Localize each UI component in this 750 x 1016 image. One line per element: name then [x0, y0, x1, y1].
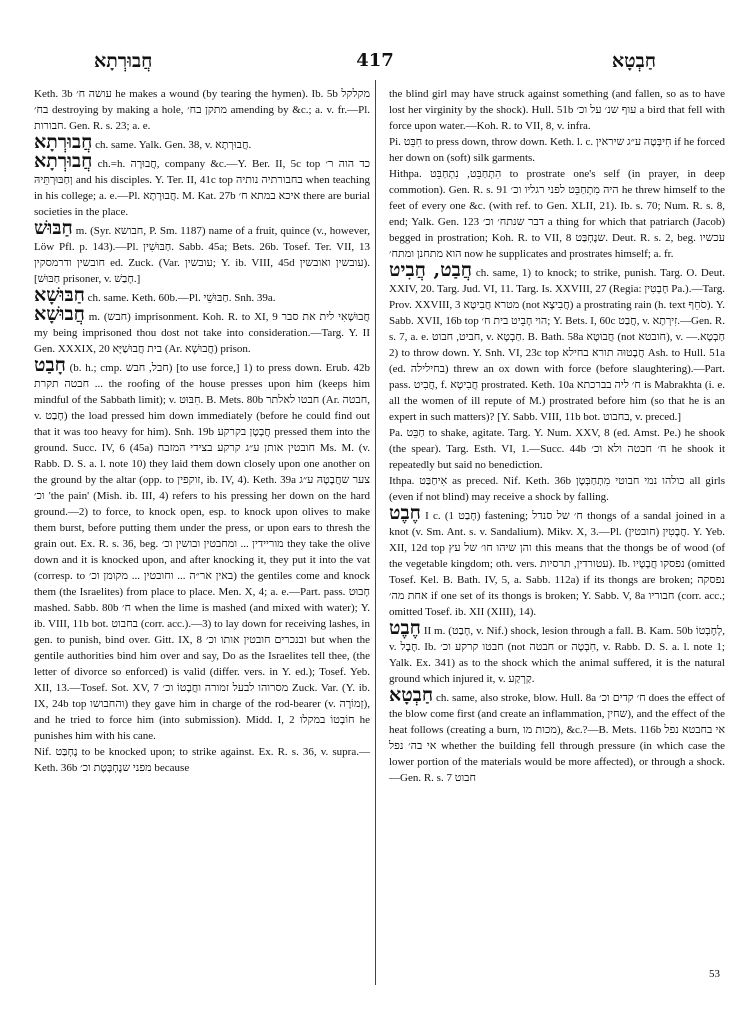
dictionary-entry: [34, 744, 370, 776]
entry-text: Pi. חִבֵּט to press down, throw down. Keth. l. c. חִיבְּטָה ע״ג שיראין if he forced her down on (soft) silk garments.: [389, 136, 725, 164]
entry-lemma: חַבְטָא: [389, 684, 434, 706]
entry-lemma: חֶבֶט: [389, 502, 421, 524]
left-column: [34, 86, 370, 776]
entry-lemma: חַבּוּשׁ: [34, 217, 73, 239]
dictionary-entry: [34, 217, 371, 287]
entry-lemma: חֲבוּרְתָא: [34, 150, 93, 172]
entry-text: Keth. 3b עושה ח׳ he makes a wound (by tearing the hymen). Ib. 5b מקלקל בח׳ destroying by making a hole, מתקן בח׳ amending by &c.; a. v. fr.—Pl. חבורות. Gen. R. s. 23; a. e.: [34, 88, 370, 132]
entry-text: m. (Syr. חבושא, P. Sm. 1187) name of a fruit, quince (v., however, Löw Pfl. p. 143).—Pl. חַבּוּשִׁין. Sabb. 45a; Bets. 26b. Tosef. Ter. VII, 13 חובשין ודרמסקין ed. Zuck. (Var. עובשין; Y. ib. VIII, 45d עובשין ואובשין). [חַבּוּשׁ prisoner, v. חָבַשׁ.]: [34, 225, 371, 285]
dictionary-entry: [389, 502, 726, 620]
dictionary-entry: [34, 303, 370, 357]
entry-lemma: חַבּוּשָׁא: [34, 284, 85, 306]
column-divider: [375, 80, 376, 985]
entry-text: II m. (חָבַט, v. Nif.) shock, lesion through a fall. B. Kam. 50b לְחֶבְטוֹ, v. חֶבֶל. Ib. חבטו קרקע וכ׳ (not חבטה or חִבְטָה, v. Rabb. D. S. a. l. note 1; Yalk. Ex. 341) as to the shock which the animal suffered, it is the natural ground which injured it, v. קַרְקַע.: [389, 625, 726, 685]
entry-text: Hithpa. הִתְחַבֵּט, נִתְחַבֵּט to prostrate one's self (in prayer, in deep commotion). Gen. R. s. 91 היה מִתְחַבֵּט לפני רגליו וכ׳ he threw himself to the feet of every one &c. (with ref. to Gen. XLII, 21). Ib. s. 70; Num. R. s. 8, end; Yalk. Gen. 123 דבר שנתח׳ וכ׳ a thing for which that patriarch (Jacob) begged in prostration; Koh. R. to VII, 8 שנֶחְבַּט. Deut. R. s. 2, beg. עכשיו הוא מתחנן ומתח׳ now he supplicates and prostrates himself; a. fr.: [389, 168, 726, 260]
dictionary-entry: [34, 354, 371, 744]
dictionary-entry: [389, 617, 726, 687]
signature-mark: 53: [709, 968, 720, 980]
dictionary-entry: [34, 86, 370, 134]
dictionary-entry: [389, 425, 725, 473]
entry-text: ch.=h. חֲבוּרָה, company &c.—Y. Ber. II, 5c top כד הוה ר׳ וְחַבּוּרְתֵּיהּ and his disciples. Y. Ter. II, 41c top בחבורתיה נותיה when teaching in his college; a. e.—Pl. חֲבוּרָתָא. M. Kat. 27b איכא במתא ח׳ there are burial societies in the place.: [34, 158, 370, 218]
page-number: 417: [356, 50, 394, 71]
dictionary-entry: [389, 684, 725, 786]
entry-lemma: חֲבוּרְתָא: [34, 131, 93, 153]
entry-text: ch. same. Yalk. Gen. 38, v. חֲבוּרְתָא.: [95, 139, 252, 151]
entry-lemma: חֶבֶט: [389, 617, 421, 639]
running-header: [34, 50, 716, 74]
dictionary-entry: [389, 134, 725, 166]
right-headword: חַבְטָא: [611, 50, 656, 72]
entry-text: I c. (חָבַט 1) fastening; ח׳ של סנדל thongs of a sandal joined in a knot (v. Sm. Ant. s. v. Sandalium). Mikv. X, 3.—Pl. חֲבָטִין (חובטין). Y. Yeb. XII, 12d top והן שיהו חו׳ של עץ this means that the thongs be of wood (of the vegetable kingdom; oth. vers. עטורדין, תרסיות). Ib. נפסקו חֲבָטָיו (omitted Tosef. Kel. B. Bath. IV, 5, a. Sabb. 112a) if its thongs are broken; נפסקה אחת מה׳ if one set of its thongs is broken; Y. Sabb. V, 8a חבוריו (corr. acc.; omitted Tosef. ib. XII (XIII), 14).: [389, 510, 726, 618]
dictionary-entry: [389, 259, 726, 425]
entry-text: Pa. חַבֵּט to shake, agitate. Targ. Y. Num. XXV, 8 (ed. Amst. Pe.) he shook (the spear). Targ. Esth. VI, 1.—Succ. 44b ח׳ חבטה ולא וכ׳ he shook it repeatedly but said no benediction.: [389, 427, 726, 471]
entry-text: (b. h.; cmp. חבל, חבש) [to use force,] 1) to press down. Erub. 42b חבטה תקרת ... the roofing of the house presses upon him (keeps him mindful of the Sabbath limit); v. חִבּוּט. B. Mets. 80b חבטו לאלתר (Ar. חבטה, v. חָבַט) the load pressed him down immediately (before he could find out that it was too heavy for him). Snh. 19b חֲבָטָן בקרקע pressed them into the ground. Succ. IV, 6 (45a) חובטין אותן ע״ג קרקע בצידי המזבח Ms. M. (v. Rabb. D. S. a. l. note 10) they laid them down closely upon one another on the ground by the altar (opp. to זוקפין, ib. IV, 4). Keth. 39a צער שחֲבָטָהּ ע״ג וכ׳ 'the pain' (Mish. ib. III, 4) refers to his pressing her down on the hard ground.—2) to force, to knock open, esp. to knock upon olives to make them burst, before putting them under the press, or upon ears to thresh the grain out. Ex. R. s. 36, beg. מוריידין ... ומחבטין ובושין וכ׳ they take the olive down and it is knocked upon, and after knocking it, they put it into the vat (corresp. to באין אר״ה ... וחובטין ... מקומן וכ׳) the gentiles come and knock them (the Israelites) from place to place. Men. X, 4; a. e.—Part. pass. חָבוּט mashed. Sabb. 80b ח׳ when the lime is mashed (and mixed with water); Y. ib. VIII, 11b bot. בחבוט (corr. acc.).—3) to lay down for receiving lashes, in gen. to punish, bind over. Gitt. IX, 8 ובנכרים חובטין אותו וכ׳ but when the gentile authorities bind him over and say, Do as the Israelites tell thee, (the letter of divorce so enforced) is valid (differ. vers. in Y. ed.); Tosef. Yeb. XII, 13.—Tosef. Sot. XV, 7 מסרוהו לבעל זמורה וחֲבָטוֹ וכ׳ Zuck. Var. (Y. ib. IX, 24b top והחבושו) they gave him in charge of the rod-bearer (v. זְמוֹרָה), and he tried to force him (into submission). Midd. I, 2 חוֹבְטוֹ במקלו he punishes him with his cane.: [34, 362, 371, 742]
entry-text: Ithpa. אִיחַבַּט as preced. Nif. Keth. 36b כולהו נמי חבוטי מִתְחַבְּטָן all girls (even if not blind) may receive a shock by falling.: [389, 475, 725, 503]
right-column: [389, 86, 725, 786]
entry-text: Nif. נֶחְבַּט to be knocked upon; to strike against. Ex. R. s. 36, v. supra.—Keth. 36b מפני שנֶחְבֶּטֶת וכ׳ because: [34, 746, 370, 774]
left-headword: חֲבוּרְתָא: [94, 50, 153, 72]
entry-lemma: חֲבַט, חֲבִיט: [389, 259, 473, 281]
dictionary-entry: [389, 166, 725, 262]
entry-lemma: חָבַט: [34, 354, 66, 376]
entry-text: m. (חבש) imprisonment. Koh. R. to XI, 9 חֲבוּשָׁאִי לית את סבר my being imprisoned thou dost not take into consideration.—Targ. Y. II Gen. XXXIX, 20 בית חֲבוּשַׁיָּא (Ar. חֲבוּשָׁא) prison.: [34, 311, 370, 355]
dictionary-entry: [389, 86, 725, 134]
dictionary-entry: [34, 150, 370, 220]
entry-lemma: חֲבוּשָׁא: [34, 303, 85, 325]
entry-text: ch. same, also stroke, blow. Hull. 8a ח׳ קדים וכ׳ does the effect of the blow come first (and create an inflammation, שחין), and the effect of the heat follows (creating a burn, מכות מו), &c.?—B. Mets. 116b אי בחבטא נפל אי בה׳ נפל whether the building fell through pressure (in which case the lower portion of the materials would be more affected), or through a shock.—Gen. R. s. 7 חבוט: [389, 692, 725, 784]
dictionary-entry: [389, 473, 725, 505]
entry-text: the blind girl may have struck against something (and fallen, so as to have lost her virginity by the shock). Hull. 51b עוף שנ׳ על וכ׳ a bird that fell with force upon water.—Koh. R. to VII, 8, v. infra.: [389, 88, 726, 132]
entry-text: ch. same, 1) to knock; to strike, punish. Targ. O. Deut. XXIV, 20. Targ. Jud. VI, 11. Targ. Is. XXVIII, 27 (Regia: חָבְטִין Pa.).—Targ. Prov. XXVIII, 3 מטרא חֲבִיטָא (not חֲבִיצָא) a prostrating rain (h. text סֹחֵף). Y. Sabb. XVII, 16b top הוי חָבֵיט בית ח׳; Y. Bets. I, 60c חֲבַט, v. זִירְתָא.—Gen. R. s. 7, a. e. חביט, חבוט, v. חַבְטָא. B. Bath. 58a חֲבוּטָא (not חובטא), v. חַבְטָא.—2) to throw down. Y. Snh. VI, 23c top חֲבָטוּה תורא בחילא Ash. to Hull. 51a (ed. בחילילה) threw an ox down with force (before slaughtering).—Part. pass. חֲבִיט, f. חֲבִיטָא prostrated. Keth. 10a ח׳ ליה בברכתא is Mabrakhta (i. e. all the women of ill repute of M.) prostrated before him (so that he is an expert in such matters)? [Y. Sabb. VIII, 11b bot. בחבוט, v. preced.]: [389, 267, 726, 423]
entry-text: ch. same. Keth. 60b.—Pl. חַבּוּשֵׁי. Snh. 39a.: [87, 292, 276, 304]
